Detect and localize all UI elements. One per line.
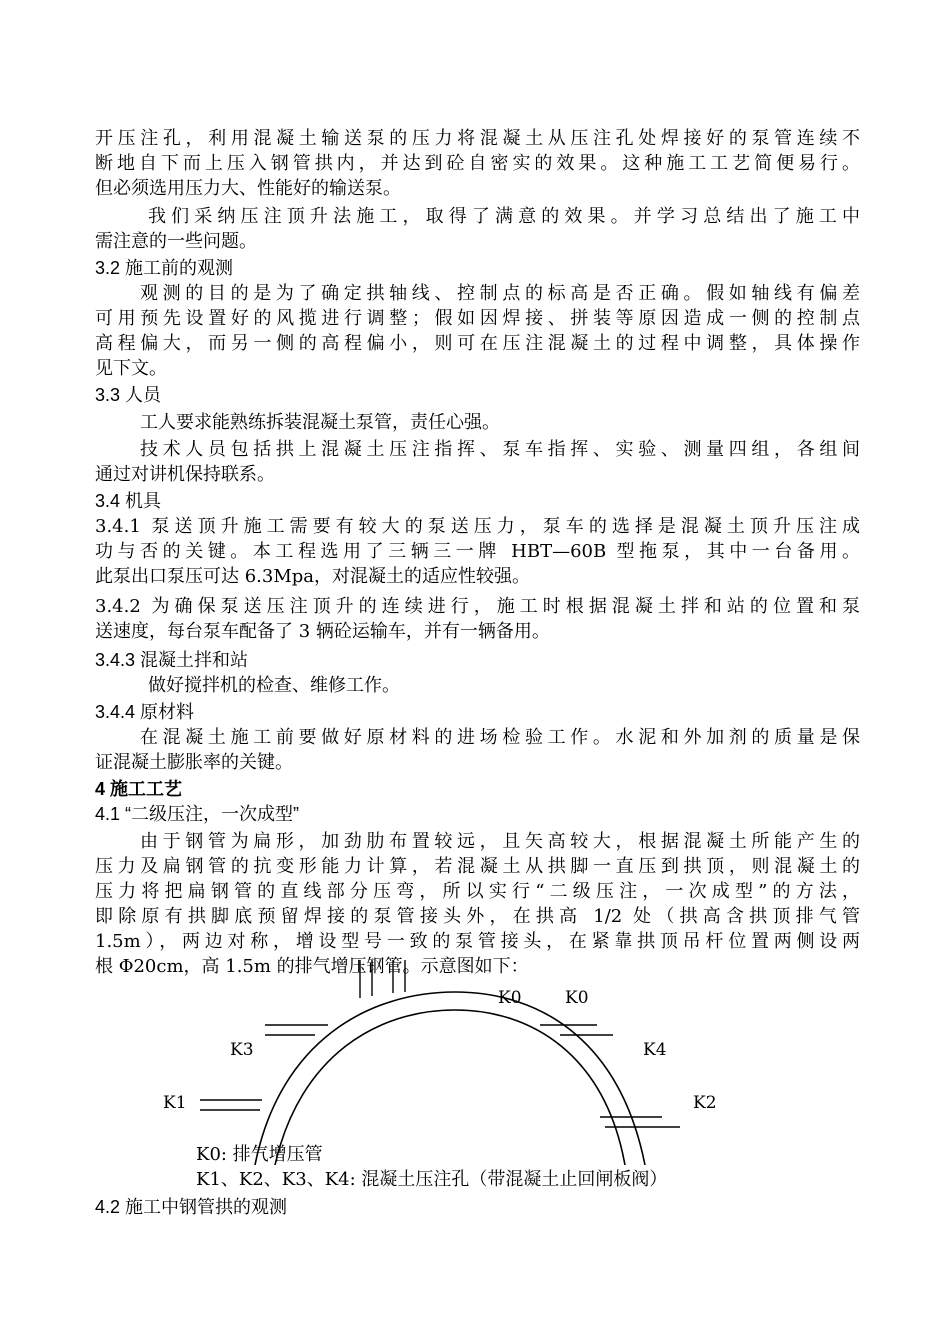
text-line: 3.4.1 泵送顶升施工需要有较大的泵送压力，泵车的选择是混凝土顶升压注成 [95,516,860,537]
section-heading-4-1: 4.1 “二级压注，一次成型” [95,804,300,824]
text-line: 送速度，每台泵车配备了 3 辆砼运输车，并有一辆备用。 [95,621,550,642]
text-line: 证混凝土膨胀率的关键。 [95,752,293,773]
text-line: 工人要求能熟练拆装混凝土泵管，责任心强。 [140,412,500,433]
label-k0-right: K0 [565,988,589,1008]
text-line: 此泵出口泵压可达 6.3Mpa，对混凝土的适应性较强。 [95,566,531,587]
arch-diagram-svg [150,960,710,1165]
section-heading-4: 4 施工工艺 [95,779,183,799]
text-line: 可用预先设置好的风揽进行调整；假如因焊接、拼装等原因造成一侧的控制点 [95,308,860,329]
section-heading-4-2: 4.2 施工中钢管拱的观测 [95,1197,288,1217]
text-line: 开压注孔，利用混凝土输送泵的压力将混凝土从压注孔处焊接好的泵管连续不 [95,128,860,149]
label-k3: K3 [230,1040,254,1060]
text-line: 我们采纳压注顶升法施工，取得了满意的效果。并学习总结出了施工中 [148,206,860,227]
section-heading-3-2: 3.2 施工前的观测 [95,258,234,278]
text-line: 压力将把扁钢管的直线部分压弯，所以实行“二级压注，一次成型”的方法， [95,881,860,902]
text-line: 3.4.2 为确保泵送压注顶升的连续进行，施工时根据混凝土拌和站的位置和泵 [95,596,860,617]
text-line: 技术人员包括拱上混凝土压注指挥、泵车指挥、实验、测量四组，各组间 [140,439,860,460]
label-k1: K1 [163,1093,187,1113]
text-line: 观测的目的是为了确定拱轴线、控制点的标高是否正确。假如轴线有偏差 [140,283,860,304]
text-line: 做好搅拌机的检查、维修工作。 [148,675,400,696]
section-heading-3-3: 3.3 人员 [95,385,162,405]
text-line: 在混凝土施工前要做好原材料的进场检验工作。水泥和外加剂的质量是保 [140,727,860,748]
diagram-legend-k1-k4: K1、K2、K3、K4: 混凝土压注孔（带混凝土止回闸板阀） [196,1169,668,1190]
section-heading-3-4-3: 3.4.3 混凝土拌和站 [95,650,249,670]
arch-inner-line [275,1010,625,1165]
text-line: 功与否的关键。本工程选用了三辆三一牌 HBT—60B 型拖泵，其中一台备用。 [95,541,860,562]
text-line: 1.5m），两边对称，增设型号一致的泵管接头，在紧靠拱顶吊杆位置两侧设两 [95,931,860,952]
text-line: 见下文。 [95,358,167,379]
text-line: 由于钢管为扁形，加劲肋布置较远，且矢高较大，根据混凝土所能产生的 [140,831,860,852]
text-line: 高程偏大，而另一侧的高程偏小，则可在压注混凝土的过程中调整，具体操作 [95,333,860,354]
arch-diagram [150,960,717,1165]
label-k4: K4 [643,1040,667,1060]
text-line: 通过对讲机保持联系。 [95,464,275,485]
text-line: 压力及扁钢管的抗变形能力计算，若混凝土从拱脚一直压到拱顶，则混凝土的 [95,856,860,877]
diagram-legend-k0: K0: 排气增压管 [196,1144,323,1165]
label-k2: K2 [693,1093,717,1113]
text-line: 即除原有拱脚底预留焊接的泵管接头外，在拱高 1/2 处（拱高含拱顶排气管 [95,906,860,927]
section-heading-3-4-4: 3.4.4 原材料 [95,702,195,722]
text-line: 需注意的一些问题。 [95,231,257,252]
label-k0-left: K0 [498,988,522,1008]
text-line: 断地自下而上压入钢管拱内，并达到砼自密实的效果。这种施工工艺简便易行。 [95,153,860,174]
section-heading-3-4: 3.4 机具 [95,491,162,511]
text-line: 但必须选用压力大、性能好的输送泵。 [95,178,401,199]
text-line: 根 Φ20cm，高 1.5m 的排气增压钢管。示意图如下： [95,956,529,977]
